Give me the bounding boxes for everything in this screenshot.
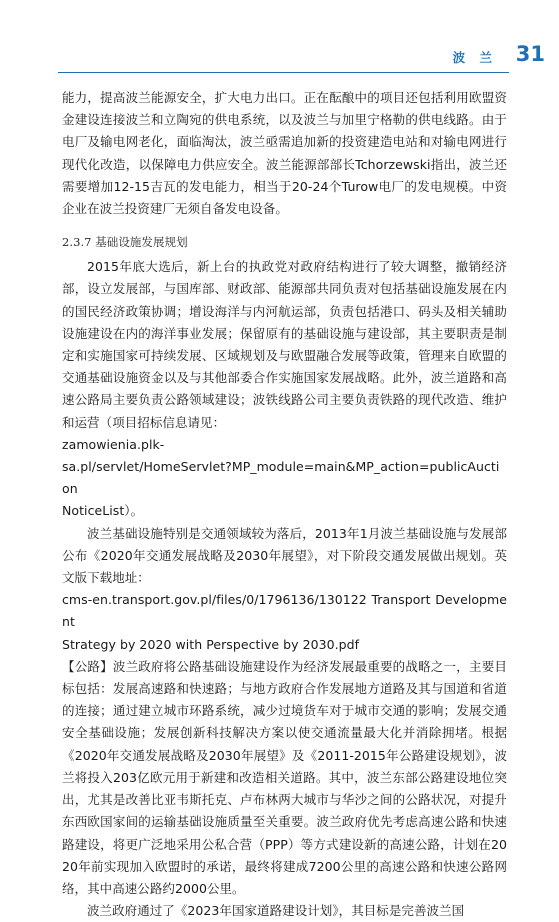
section-heading: 2.3.7 基础设施发展规划 [62,235,188,250]
running-header-country: 波 兰 [452,50,497,65]
paragraph-energy: 能力，提高波兰能源安全，扩大电力出口。正在酝酿中的项目还包括利用欧盟资金建设连接波兰和立陶宛的供电系统，以及波兰与加里宁格勒的供电线路。由于电厂及输电网老化，面临淘汰，波兰亟需追加新的投资建造电站和对输电网进行现代化改造，以保障电力供应安全。波兰能源部部长Tchorzewski指出，波兰还需要增加12-15吉瓦的发电能力，相当于20-24个Turow电厂的发电规模。中资企业在波兰投资建厂无须自备发电设备。 [62,90,507,217]
paragraph-road-plan: 波兰政府通过了《2023年国家道路建设计划》，其目标是完善波兰国 [87,903,465,919]
strategy-url-line-2: Strategy by 2020 with Perspective by 2030.pdf [62,636,360,652]
page-number: 31 [515,42,545,66]
tender-url-line-2: sa.pl/servlet/HomeServlet?MP_module=main&MP_action=publicAuction [62,459,500,497]
tender-url-line-1: zamowienia.plk- [62,436,165,452]
page-header [58,42,545,80]
document-body [62,87,507,922]
paragraph-government-structure: 2015年底大选后，新上台的执政党对政府结构进行了较大调整，撤销经济部，设立发展部，与国库部、财政部、能源部共同负责对包括基础设施发展在内的国民经济政策协调；增设海洋与内河航运部，负责包括港口、码头及相关辅助设施建设在内的海洋事业发展；保留原有的基础设施与建设部，其主要职责是制定和实施国家可持续发展、区域规划及与欧盟融合发展等政策，管理来自欧盟的交通基础设施资金以及与其他部委合作实施国家发展战略。此外，波兰道路和高速公路局主要负责公路领域建设；波铁线路公司主要负责铁路的现代改造、维护和运营（项目招标信息请见： [62,259,507,430]
paragraph-roads: 【公路】波兰政府将公路基础设施建设作为经济发展最重要的战略之一，主要目标包括：发展高速路和快速路；与地方政府合作发展地方道路及其与国道和省道的连接；通过建立城市环路系统，减少过境货车对于城市交通的影响；发展交通安全基础设施；发展创新科技解决方案以使交通流量最大化并消除拥堵。根据《2020年交通发展战略及2030年展望》及《2011-2015年公路建设规划》，波兰将投入203亿欧元用于新建和改造相关道路。其中，波兰东部公路建设地位突出，尤其是改善比亚韦斯托克、卢布林两大城市与华沙之间的公路状况，对提升东西欧国家间的运输基础设施质量至关重要。波兰政府优先考虑高速公路和快速路建设，将更广泛地采用公私合营（PPP）等方式建设新的高速公路，计划在2020年前实现加入欧盟时的承诺，最终将建成7200公里的高速公路和快速公路网络，其中高速公路约2000公里。 [62,658,507,896]
tender-url-line-3: NoticeList）。 [62,503,144,519]
paragraph-transport-strategy: 波兰基础设施特别是交通领域较为落后，2013年1月波兰基础设施与发展部公布《2020年交通发展战略及2030年展望》，对下阶段交通发展做出规划。英文版下载地址： [62,525,507,586]
header-divider [58,72,509,73]
strategy-url-line-1: cms-en.transport.gov.pl/files/0/1796136/130122 Transport Development [62,592,507,630]
